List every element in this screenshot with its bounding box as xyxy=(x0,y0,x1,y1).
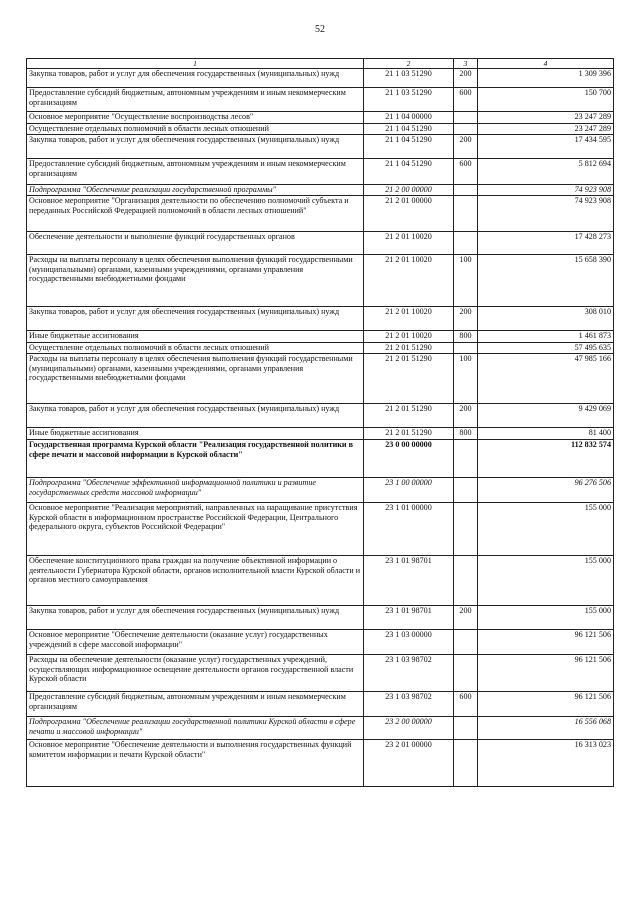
cell-type xyxy=(454,740,478,787)
table-row xyxy=(27,343,614,354)
cell-sum: 1 309 396 xyxy=(478,69,614,88)
table-row xyxy=(27,232,614,255)
cell-type xyxy=(454,556,478,606)
table-row xyxy=(27,307,614,331)
table-row xyxy=(27,404,614,428)
page-number: 52 xyxy=(315,24,325,35)
cell-type xyxy=(454,196,478,232)
cell-sum: 74 923 908 xyxy=(478,196,614,232)
cell-name: Иные бюджетные ассигнования xyxy=(27,428,364,440)
cell-name: Подпрограмма "Обеспечение реализации государственной программы" xyxy=(27,185,364,196)
cell-type xyxy=(454,124,478,135)
cell-sum: 96 121 506 xyxy=(478,630,614,655)
table-row xyxy=(27,185,614,196)
cell-code: 23 1 01 98701 xyxy=(364,556,454,606)
cell-code: 21 2 01 51290 xyxy=(364,343,454,354)
cell-name: Закупка товаров, работ и услуг для обеспечения государственных (муниципальных) нужд xyxy=(27,307,364,331)
cell-sum: 81 400 xyxy=(478,428,614,440)
table-row xyxy=(27,331,614,343)
cell-code: 23 2 00 00000 xyxy=(364,717,454,740)
cell-name: Подпрограмма "Обеспечение реализации государственной политики Курской области в сфере печати и массовой информации" xyxy=(27,717,364,740)
cell-type xyxy=(454,185,478,196)
cell-name: Основное мероприятие "Осуществление воспроизводства лесов" xyxy=(27,112,364,124)
cell-code: 21 2 01 00000 xyxy=(364,196,454,232)
cell-code: 23 1 03 98702 xyxy=(364,692,454,717)
cell-sum: 17 434 595 xyxy=(478,135,614,159)
cell-name: Расходы на обеспечение деятельности (оказание услуг) государственных учреждений, осуществляющих информационное освещение деятельности органов государственной власти Курской области xyxy=(27,655,364,692)
cell-code: 21 2 01 51290 xyxy=(364,404,454,428)
table-header-row xyxy=(27,59,614,69)
cell-type: 200 xyxy=(454,307,478,331)
cell-code: 21 1 04 00000 xyxy=(364,112,454,124)
cell-name: Предоставление субсидий бюджетным, автономным учреждениям и иным некоммерческим организациям xyxy=(27,692,364,717)
cell-type xyxy=(454,112,478,124)
cell-sum: 1 461 873 xyxy=(478,331,614,343)
cell-name: Осуществление отдельных полномочий в области лесных отношений xyxy=(27,343,364,354)
cell-type: 200 xyxy=(454,404,478,428)
cell-name: Расходы на выплаты персоналу в целях обеспечения выполнения функций государственными (муниципальными) органами, казенными учреждениями, органами управления государственными внебюджетными фондами xyxy=(27,255,364,307)
cell-sum: 96 121 506 xyxy=(478,655,614,692)
cell-sum: 23 247 289 xyxy=(478,124,614,135)
cell-code: 21 2 01 10020 xyxy=(364,255,454,307)
table-row xyxy=(27,440,614,478)
table-row xyxy=(27,428,614,440)
cell-code: 23 2 01 00000 xyxy=(364,740,454,787)
cell-type xyxy=(454,478,478,503)
table-row xyxy=(27,606,614,630)
cell-type: 800 xyxy=(454,331,478,343)
cell-sum: 150 700 xyxy=(478,88,614,112)
cell-name: Подпрограмма "Обеспечение эффективной информационной политики и развитие государственных средств массовой информации" xyxy=(27,478,364,503)
cell-type xyxy=(454,630,478,655)
table-row xyxy=(27,135,614,159)
table-row xyxy=(27,255,614,307)
table-row xyxy=(27,478,614,503)
cell-sum: 96 276 506 xyxy=(478,478,614,503)
cell-sum: 96 121 506 xyxy=(478,692,614,717)
cell-sum: 16 313 023 xyxy=(478,740,614,787)
cell-code: 21 1 04 51290 xyxy=(364,135,454,159)
table-row xyxy=(27,354,614,404)
cell-name: Основное мероприятие "Организация деятельности по обеспечению полномочий субъекта и переданных Российской Федерацией полномочий в области лесных отношений" xyxy=(27,196,364,232)
cell-sum: 17 428 273 xyxy=(478,232,614,255)
cell-sum: 155 000 xyxy=(478,503,614,556)
cell-code: 21 2 01 10020 xyxy=(364,331,454,343)
cell-type xyxy=(454,440,478,478)
cell-sum: 5 812 694 xyxy=(478,159,614,185)
cell-code: 21 2 01 10020 xyxy=(364,232,454,255)
cell-name: Осуществление отдельных полномочий в области лесных отношений xyxy=(27,124,364,135)
cell-code: 21 2 01 10020 xyxy=(364,307,454,331)
cell-name: Закупка товаров, работ и услуг для обеспечения государственных (муниципальных) нужд xyxy=(27,135,364,159)
cell-code: 21 1 04 51290 xyxy=(364,159,454,185)
table-row xyxy=(27,630,614,655)
cell-type: 600 xyxy=(454,159,478,185)
cell-sum: 47 985 166 xyxy=(478,354,614,404)
table-row xyxy=(27,503,614,556)
table-row xyxy=(27,196,614,232)
cell-type xyxy=(454,343,478,354)
cell-sum: 112 832 574 xyxy=(478,440,614,478)
cell-sum: 15 658 390 xyxy=(478,255,614,307)
cell-name: Иные бюджетные ассигнования xyxy=(27,331,364,343)
header-type: 3 xyxy=(454,59,478,69)
header-name: 1 xyxy=(27,59,364,69)
table-row xyxy=(27,159,614,185)
cell-code: 23 0 00 00000 xyxy=(364,440,454,478)
cell-code: 23 1 03 00000 xyxy=(364,630,454,655)
cell-code: 21 1 03 51290 xyxy=(364,69,454,88)
header-sum: 4 xyxy=(478,59,614,69)
table-row xyxy=(27,717,614,740)
cell-type: 200 xyxy=(454,69,478,88)
cell-code: 21 1 04 51290 xyxy=(364,124,454,135)
cell-code: 21 2 01 51290 xyxy=(364,428,454,440)
cell-type xyxy=(454,655,478,692)
cell-type: 600 xyxy=(454,692,478,717)
cell-type xyxy=(454,717,478,740)
cell-name: Закупка товаров, работ и услуг для обеспечения государственных (муниципальных) нужд xyxy=(27,404,364,428)
cell-name: Предоставление субсидий бюджетным, автономным учреждениям и иным некоммерческим организациям xyxy=(27,88,364,112)
cell-type: 800 xyxy=(454,428,478,440)
cell-name: Закупка товаров, работ и услуг для обеспечения государственных (муниципальных) нужд xyxy=(27,69,364,88)
cell-sum: 9 429 069 xyxy=(478,404,614,428)
cell-name: Основное мероприятие "Обеспечение деятельности (оказание услуг) государственных учреждений в сфере массовой информации" xyxy=(27,630,364,655)
budget-table xyxy=(26,58,614,787)
cell-name: Государственная программа Курской области "Реализация государственной политики в сфере печати и массовой информации в Курской области" xyxy=(27,440,364,478)
cell-type: 200 xyxy=(454,135,478,159)
cell-name: Обеспечение деятельности и выполнение функций государственных органов xyxy=(27,232,364,255)
table-row xyxy=(27,556,614,606)
cell-code: 21 2 00 00000 xyxy=(364,185,454,196)
cell-code: 21 2 01 51290 xyxy=(364,354,454,404)
cell-code: 23 1 01 00000 xyxy=(364,503,454,556)
table-row xyxy=(27,692,614,717)
cell-type: 100 xyxy=(454,255,478,307)
cell-name: Закупка товаров, работ и услуг для обеспечения государственных (муниципальных) нужд xyxy=(27,606,364,630)
cell-code: 23 1 03 98702 xyxy=(364,655,454,692)
cell-code: 23 1 00 00000 xyxy=(364,478,454,503)
cell-sum: 16 556 068 xyxy=(478,717,614,740)
cell-name: Основное мероприятие "Обеспечение деятельности и выполнения государственных функций комитетом информации и печати Курской области" xyxy=(27,740,364,787)
cell-sum: 155 000 xyxy=(478,606,614,630)
table-body xyxy=(27,69,614,787)
cell-sum: 23 247 289 xyxy=(478,112,614,124)
cell-name: Обеспечение конституционного права граждан на получение объективной информации о деятельности Губернатора Курской области, органов исполнительной власти Курской области и органов местного самоуправления xyxy=(27,556,364,606)
cell-type xyxy=(454,503,478,556)
table-row xyxy=(27,112,614,124)
table-row xyxy=(27,88,614,112)
cell-name: Основное мероприятие "Реализация мероприятий, направленных на наращивание присутствия Курской области в информационном пространстве Российской Федерации, Центрального федерального округа, субъектов Российской Федерации" xyxy=(27,503,364,556)
cell-sum: 57 495 635 xyxy=(478,343,614,354)
table-row xyxy=(27,69,614,88)
cell-type: 600 xyxy=(454,88,478,112)
cell-code: 21 1 03 51290 xyxy=(364,88,454,112)
table-row xyxy=(27,740,614,787)
cell-type: 200 xyxy=(454,606,478,630)
cell-sum: 155 000 xyxy=(478,556,614,606)
cell-type: 100 xyxy=(454,354,478,404)
table-row xyxy=(27,655,614,692)
cell-sum: 308 010 xyxy=(478,307,614,331)
cell-name: Предоставление субсидий бюджетным, автономным учреждениям и иным некоммерческим организациям xyxy=(27,159,364,185)
cell-type xyxy=(454,232,478,255)
table-row xyxy=(27,124,614,135)
cell-code: 23 1 01 98701 xyxy=(364,606,454,630)
header-code: 2 xyxy=(364,59,454,69)
cell-sum: 74 923 908 xyxy=(478,185,614,196)
cell-name: Расходы на выплаты персоналу в целях обеспечения выполнения функций государственными (муниципальными) органами, казенными учреждениями, органами управления государственными внебюджетными фондами xyxy=(27,354,364,404)
